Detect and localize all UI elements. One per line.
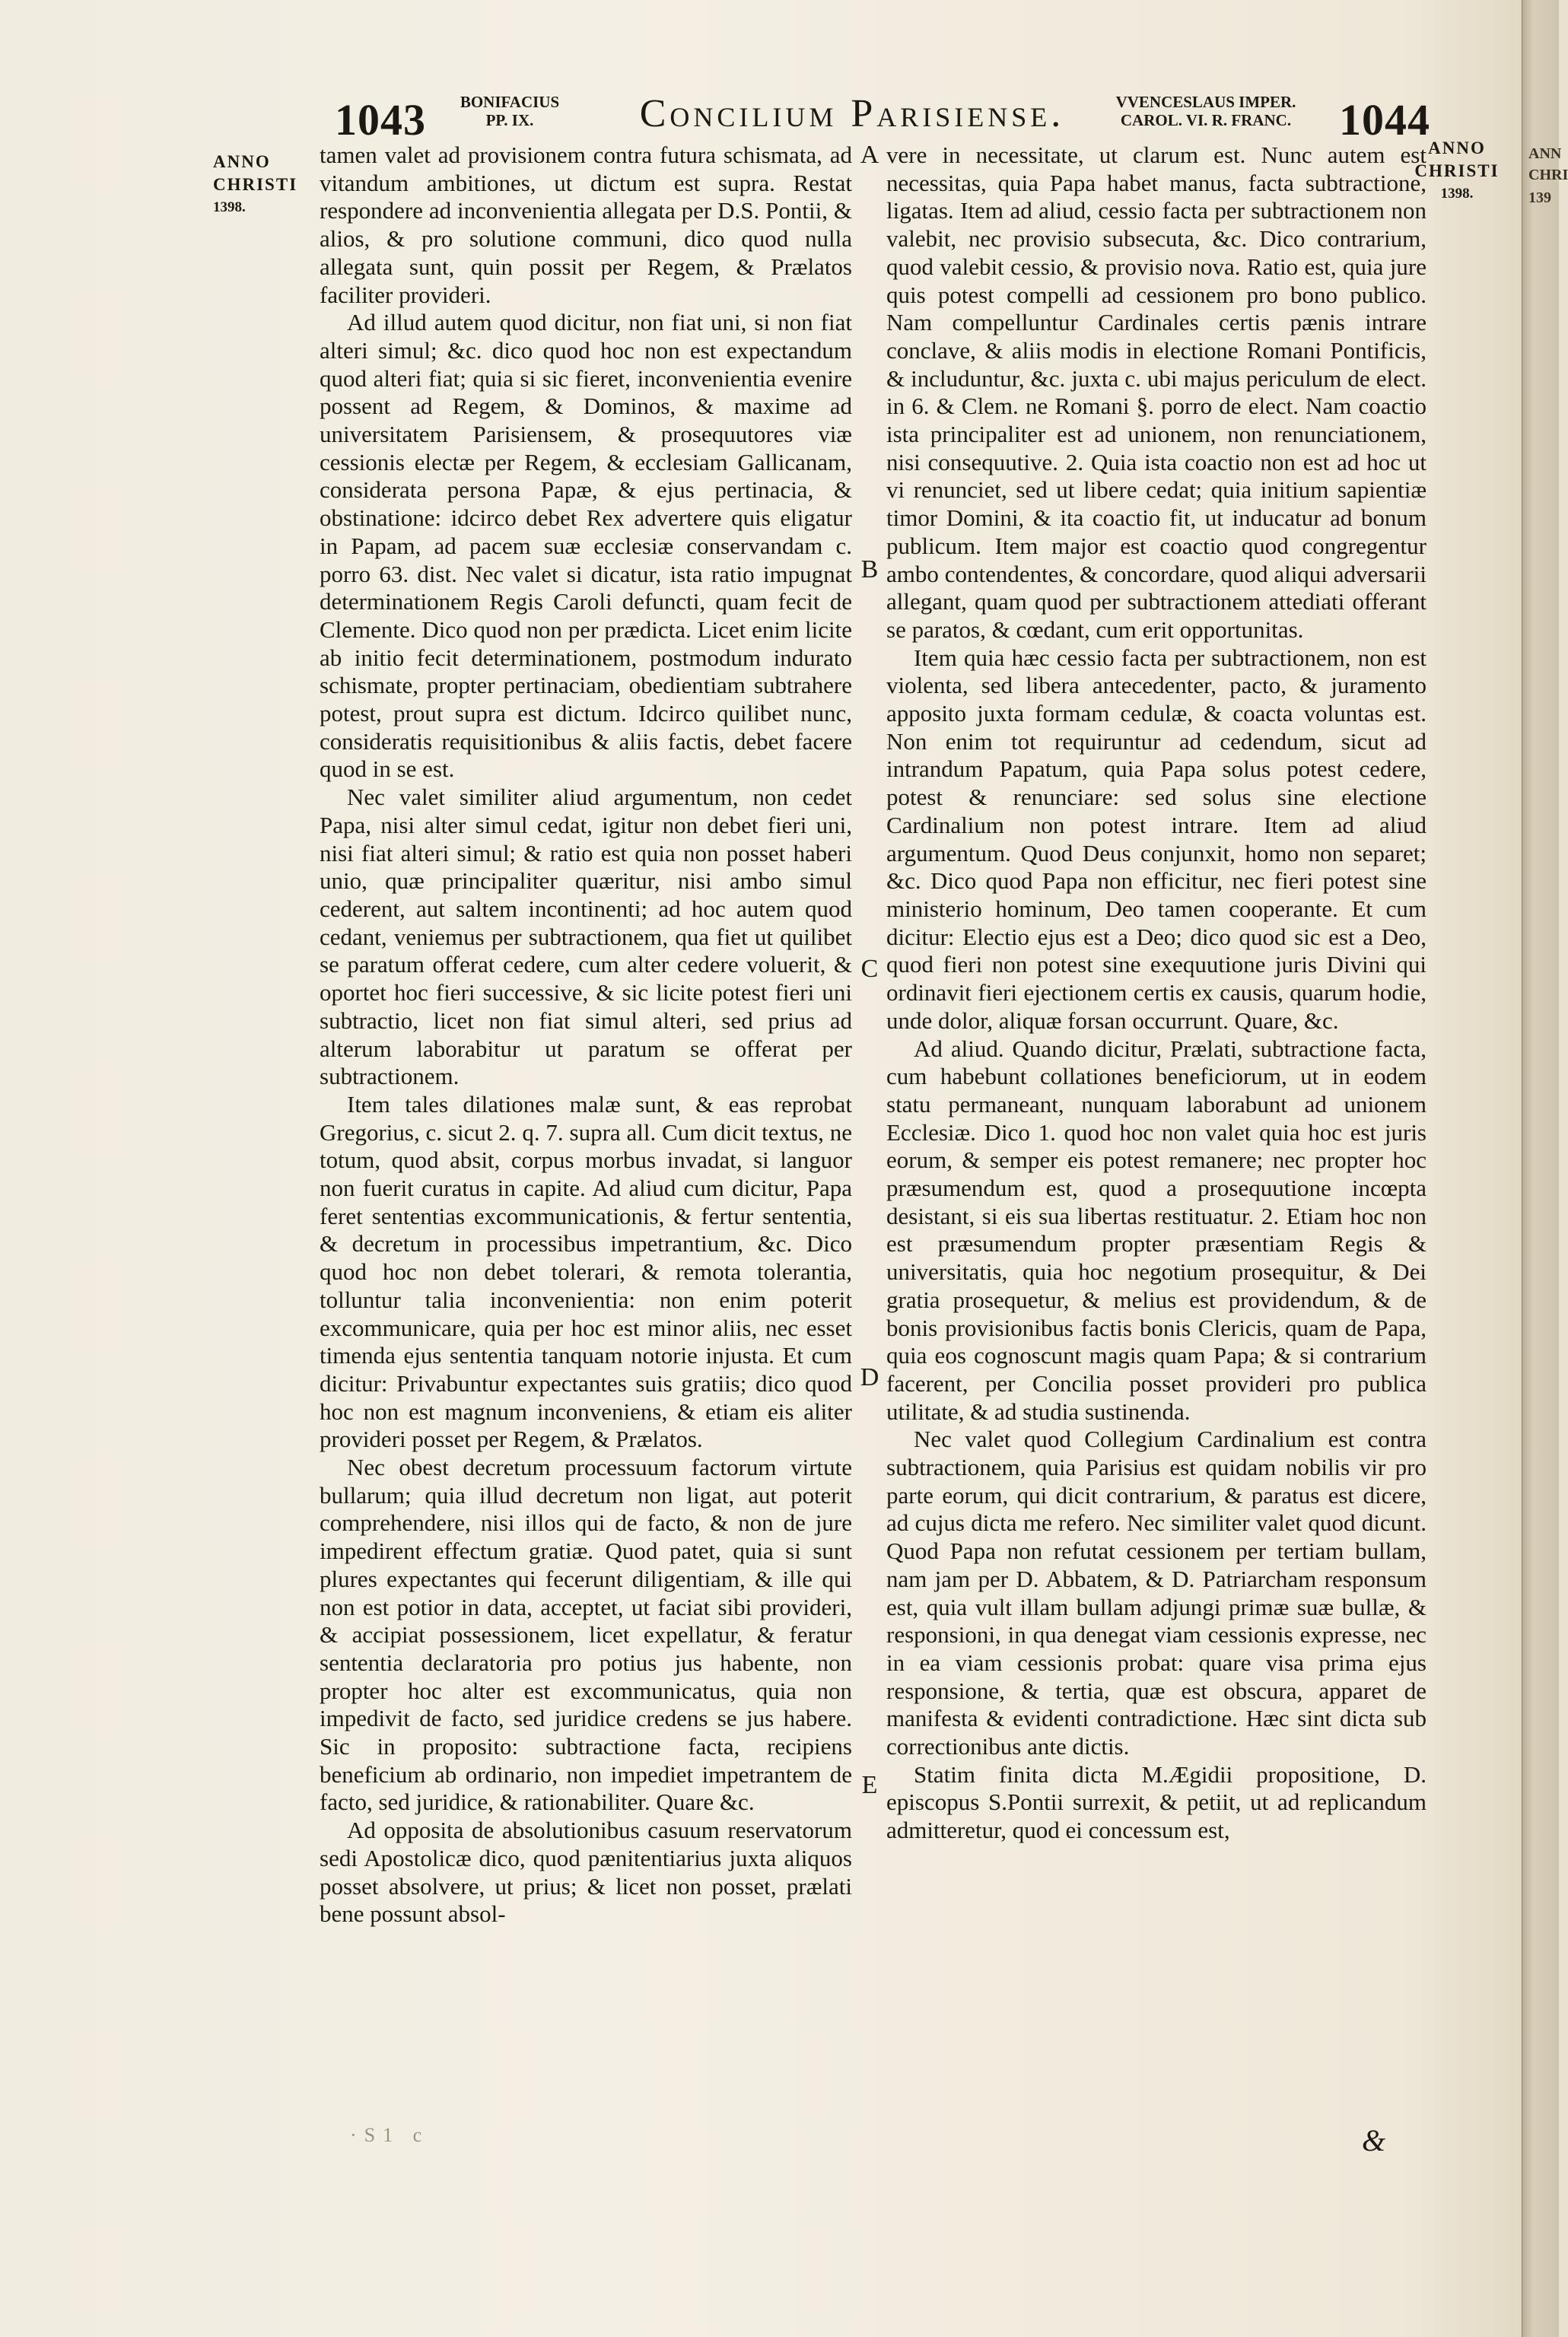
pope-title: PP. IX.	[485, 111, 534, 129]
left-column	[320, 141, 852, 1928]
paragraph: Nec valet quod Collegium Cardinalium est contra subtractionem, quia Parisius est quidam nobilis vir pro parte eorum, qui dicit contrarium, & paratus est dicere, ad cujus dicta me refero. Nec similiter valet quod dicunt. Quod Papa non refutat cessionem per tertiam bullam, nam jam per D. Abbatem, & D. Patriarcham responsum est, quia vult illam bullam adjungi primæ suæ bullæ, & responsioni, in qua denegat viam cessionis expresse, nec in ea viam cessionis probat: quare visa prima ejus responsione, & tertia, quæ est obscura, apparet de manifesta & evidenti contradictione. Hæc sint dicta sub correctionibus ante dictis.	[886, 1426, 1426, 1760]
paragraph: Nec obest decretum processuum factorum virtute bullarum; quia illud decretum non ligat, aut poterit comprehendere, nisi illos qui de facto, & non de jure impedirent effectum gratiæ. Quod patet, quia si sunt plures expectantes qui fecerunt diligentiam, & ille qui non est potior in data, acceptet, ut faciat sibi provideri, & accipiat possessionem, licet expellatur, & feratur sententia declaratoria pro potius jus habente, non propter hoc alter est excommunicatus, quia non impedivit de facto, sed juridice credens se jus habere. Sic in proposito: subtractione facta, recipiens beneficium ab ordinario, non impediet impetrantem de facto, sed juridice, & rationabiliter. Quare &c.	[320, 1454, 852, 1816]
paragraph: Nec valet similiter aliud argumentum, non cedet Papa, nisi alter simul cedat, igitur non debet fieri uni, nisi fiat alteri simul; & ratio est quia non posset haberi unio, quæ principaliter quæritur, nisi ambo simul cederent, aut saltem incontinenti; ad hoc autem quod cedant, veniemus per subtractionem, qua fiet ut quilibet se paratum offerat cedere, cum alter cedere voluerit, & oportet hoc fieri successive, & sic licite potest fieri uni subtractio, licet non fiat simul alteri, sed prius ad alterum laborabitur ut paratum se offerat per subtractionem.	[320, 784, 852, 1090]
facing-page-edge	[1522, 0, 1568, 2337]
page-number-left: 1043	[335, 95, 426, 145]
running-head-pope	[449, 93, 571, 129]
margin-note-left	[213, 151, 312, 219]
paragraph: Item tales dilationes malæ sunt, & eas reprobat Gregorius, c. sicut 2. q. 7. supra all. Cum dicit textus, ne totum, quod absit, corpus morbus invadat, si languor non fuerit curatus in capite. Ad aliud cum dicitur, Papa feret sententias excommunicationis, & fertur sententia, & decretum in processibus impetrantium, &c. Dico quod hoc non debet tolerari, & remota tolerantia, tolluntur talia inconvenientia: non enim poterit excommunicare, quia per hoc est minor aliis, nec esset timenda ejus sententia tanquam notorie injusta. Et cum dicitur: Privabuntur expectantes suis gratiis; dico quod hoc non est magnum inconveniens, & etiam eis aliter provideri posset per Regem, & Prælatos.	[320, 1090, 852, 1453]
anno-label: ANNO	[1428, 138, 1486, 157]
anno-label: ANNO	[213, 152, 271, 171]
section-letter-a: A	[860, 141, 879, 169]
christi-label: CHRISTI	[213, 175, 298, 194]
right-column	[886, 141, 1426, 1845]
emperor-name: VVENCESLAUS IMPER.	[1115, 93, 1296, 111]
page-title: Concilium Parisiense.	[639, 92, 1065, 135]
section-letter-b: B	[860, 555, 879, 583]
page-number-right: 1044	[1339, 95, 1430, 145]
section-letter-e: E	[861, 1771, 878, 1799]
gutter-fragment-3: 139	[1528, 189, 1551, 206]
year-label: 1398.	[1440, 186, 1474, 202]
king-name: CAROL. VI. R. FRANC.	[1120, 111, 1292, 129]
catchword: &	[1362, 2123, 1386, 2157]
paragraph: Item quia hæc cessio facta per subtractionem, non est violenta, sed libera antecedenter, pacto, & juramento apposito juxta formam cedulæ, & coacta voluntas est. Non enim tot requiruntur ad cedendum, sicut ad intrandum Papatum, quia Papa solus potest cedere, potest & renunciare: sed solus sine electione Cardinalium non potest intrare. Item ad aliud argumentum. Quod Deus conjunxit, homo non separet; &c. Dico quod Papa non efficitur, nec fieri potest sine ministerio hominum, Deo tamen cooperante. Et cum dicitur: Electio ejus est a Deo; dico quod sic est a Deo, quod fieri non potest sine exequutione juris Divini qui ordinavit fieri ejectionem certis ex causis, quarum hodie, unde dolor, aliquæ forsan occurrunt. Quare, &c.	[886, 644, 1426, 1034]
christi-label: CHRISTI	[1414, 161, 1500, 180]
paragraph: Ad illud autem quod dicitur, non fiat uni, si non fiat alteri simul; &c. dico quod hoc non est expectandum quod alteri fiat; quia si sic fieret, inconvenientia evenire possent ad Regem, & Dominos, & maxime ad universitatem Parisiensem, & prosequutores viæ cessionis electæ per Regem, & ecclesiam Gallicanam, considerata persona Papæ, & ejus pertinacia, & obstinatione: idcirco debet Rex advertere quis eligatur in Papam, ad pacem suæ ecclesiæ conservandam c. porro 63. dist. Nec valet si dicatur, ista ratio impugnat determinationem Regis Caroli defuncti, quam fecit de Clemente. Dico quod non per prædicta. Licet enim licite ab initio fecit determinationem, postmodum indurato schismate, propter pertinaciam, obedientiam subtrahere potest, prout supra est dictum. Idcirco quilibet nunc, consideratis requisitionibus & aliis factis, debet facere quod in se est.	[320, 309, 852, 783]
gutter-fragment-1: ANN	[1528, 145, 1562, 162]
paragraph: tamen valet ad provisionem contra futura schismata, ad vitandum ambitiones, ut dictum est supra. Restat respondere ad inconvenientia allegata per D.S. Pontii, & alios, & pro solutione communi, dico quod nulla allegata sunt, quin possit per Regem, & Prælatos faciliter provideri.	[320, 141, 852, 308]
paragraph: Ad opposita de absolutionibus casuum reservatorum sedi Apostolicæ dico, quod pænitentiarius juxta aliquos posset absolvere, ut prius; & licet non posset, prælati bene possunt absol-	[320, 1817, 852, 1928]
section-letter-c: C	[860, 955, 879, 983]
paragraph: vere in necessitate, ut clarum est. Nunc autem est necessitas, quia Papa habet manus, facta subtractione, ligatas. Item ad aliud, cessio facta per subtractionem non valebit, nec provisio subsecuta, &c. Dico contrarium, quod valebit cessio, & provisio nova. Ratio est, quia jure quis potest compelli ad cessionem pro bono publico. Nam compelluntur Cardinales certis pænis intrare conclave, & aliis modis in electione Romani Pontificis, & includuntur, &c. juxta c. ubi majus periculum de elect. in 6. & Clem. ne Romani §. porro de elect. Nam coactio ista principaliter est ad unionem, non renunciationem, nisi consequutive. 2. Quia ista coactio non est ad hoc ut vi renunciet, sed ut libere cedat; quia initium sapientiæ timor Domini, & ita coactio fit, ut inducatur ad bonum publicum. Item major est coactio quod congregentur ambo contendentes, & concordare, quod aliqui adversarii allegant, quam quod per subtractionem attediati offerant se paratos, & cœdant, cum erit opportunitas.	[886, 141, 1426, 643]
paragraph: Statim finita dicta M.Ægidii propositione, D. episcopus S.Pontii surrexit, & petiit, ut ad replicandum admitteretur, quod ei concessum est,	[886, 1760, 1426, 1844]
year-label: 1398.	[213, 199, 246, 215]
gutter-fragment-2: CHRI	[1528, 167, 1568, 183]
running-head-rulers	[1096, 93, 1316, 129]
paragraph: Ad aliud. Quando dicitur, Prælati, subtractione facta, cum habebunt collationes beneficiorum, ut in eodem statu permaneant, nunquam laborabunt ad unionem Ecclesiæ. Dico 1. quod hoc non valet quia hoc est juris eorum, & semper eis potest remanere; nec propter hoc præsumendum est, quod a prosequutione incœpta desistant, si eis sua libertas restituatur. 2. Etiam hoc non est præsumendum propter præsentiam Regis & universitatis, quia hoc negotium prosequitur, & Dei gratia prosequetur, & melius est providendum, & de bonis provisionibus factis bonis Clericis, quam de Papa, quia eos cognoscunt magis quam Papa; & si contrarium facerent, per Concilia posset provideri pro publica utilitate, & ad studia sustinenda.	[886, 1035, 1426, 1425]
footer-smudge: ·S1 c	[350, 2124, 430, 2146]
pope-name: BONIFACIUS	[460, 93, 560, 111]
section-letter-d: D	[860, 1363, 879, 1391]
